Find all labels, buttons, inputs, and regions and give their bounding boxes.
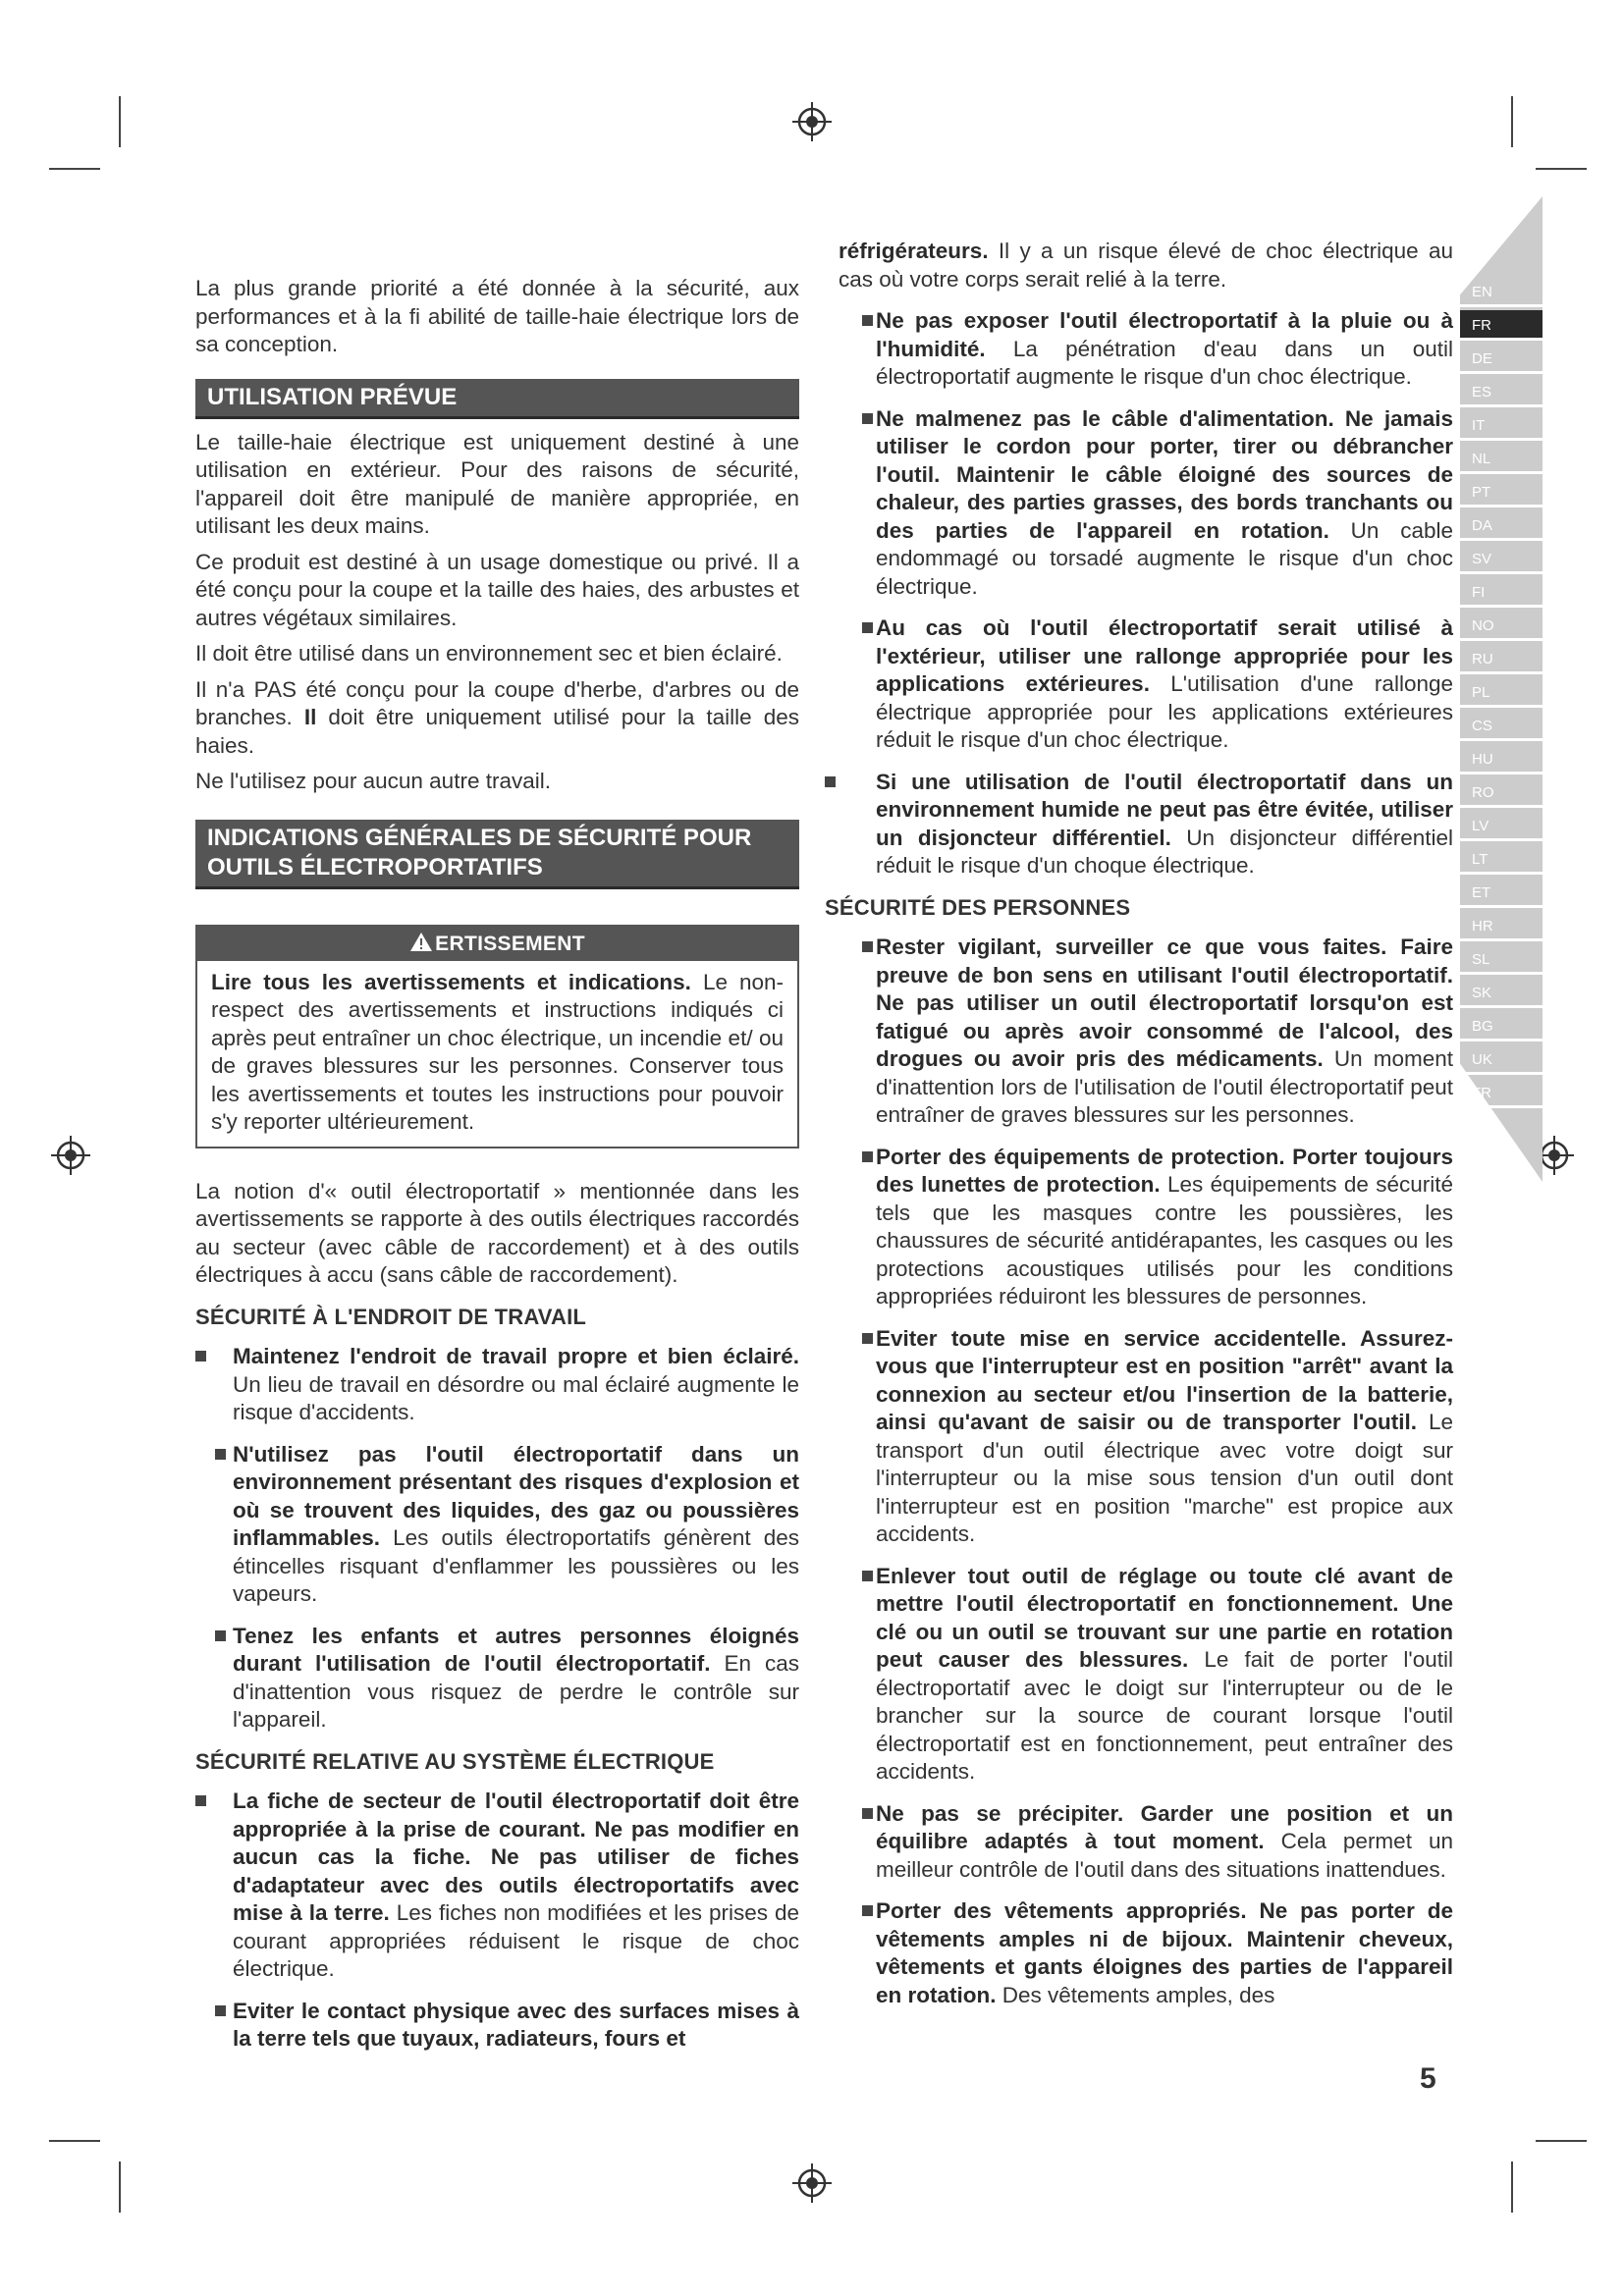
bullet-icon — [215, 1449, 226, 1460]
language-tab-uk[interactable]: UK — [1460, 1044, 1543, 1075]
bullet-icon — [215, 2005, 226, 2016]
list-item: La fiche de secteur de l'outil électroportatif doit être appropriée à la prise de courant. Ne pas modifier en aucun cas la fiche. Ne pas utiliser de fiches d'adaptateur avec des outils électroportatifs avec mise à la terre. Les fiches non modifiées et les prises de courant appropriées réduisent le risque de choc électrique. — [195, 1788, 799, 1984]
registration-mark-icon — [792, 2163, 832, 2203]
bullet-icon — [862, 413, 873, 424]
subheading-electrical: SÉCURITÉ RELATIVE AU SYSTÈME ÉLECTRIQUE — [195, 1748, 715, 1774]
list-item: Maintenez l'endroit de travail propre et bien éclairé. Un lieu de travail en désordre ou mal éclairé augmente le risque d'accidents. — [195, 1343, 799, 1427]
list-item: Tenez les enfants et autres personnes éloignés durant l'utilisation de l'outil électroportatif. En cas d'inattention vous risquez de perdre le contrôle sur l'appareil. — [195, 1623, 799, 1735]
language-tab-et[interactable]: ET — [1460, 878, 1543, 908]
language-tab-sl[interactable]: SL — [1460, 944, 1543, 975]
continued-bold: réfrigérateurs. — [839, 239, 989, 263]
intro-paragraph: La plus grande priorité a été donnée à la sécurité, aux performances et à la fi abilité de taille-haie électrique lors de sa conception. — [195, 276, 799, 356]
right-column — [839, 0, 1453, 275]
paragraph: Ce produit est destiné à un usage domestique ou privé. Il a été conçu pour la coupe et la taille des haies, des arbustes et autres végétaux similaires. — [195, 549, 799, 630]
warning-triangle-icon — [409, 932, 433, 952]
bullet-icon — [862, 1333, 873, 1344]
language-tab-de[interactable]: DE — [1460, 344, 1543, 374]
language-tab-pt[interactable]: PT — [1460, 477, 1543, 507]
list-item: Ne pas exposer l'outil électroportatif à la pluie ou à l'humidité. La pénétration d'eau dans un outil électroportatif augmente le risque d'un choc électrique. — [839, 307, 1453, 392]
paragraph: Le taille-haie électrique est uniquement destiné à une utilisation en extérieur. Pour des raisons de sécurité, l'appareil doit être manipulé de manière appropriée, en utilisant les deux mains. — [195, 429, 799, 538]
crop-mark — [49, 168, 100, 170]
bullet-icon — [825, 776, 836, 787]
crop-mark — [119, 2162, 121, 2213]
warning-box — [195, 925, 799, 1148]
subheading-workplace: SÉCURITÉ À L'ENDROIT DE TRAVAIL — [195, 1304, 587, 1329]
bullet-icon — [862, 941, 873, 952]
section-heading-intended-use: UTILISATION PRÉVUE — [195, 379, 799, 419]
language-tab-ro[interactable]: RO — [1460, 777, 1543, 808]
list-item: Enlever tout outil de réglage ou toute clé avant de mettre l'outil électroportatif en fonctionnement. Une clé ou un outil se trouvant sur une partie en rotation peut causer des blessures. Le fait de porter l'outil électroportatif avec le doigt sur l'interrupteur ou de le brancher sur la source de courant lorsque l'outil électroportatif est en fonctionnement, peut entraîner des accidents. — [839, 1563, 1453, 1787]
language-tab-sk[interactable]: SK — [1460, 978, 1543, 1008]
bullet-icon — [195, 1351, 206, 1362]
language-tab-lv[interactable]: LV — [1460, 811, 1543, 841]
bullet-icon — [862, 1571, 873, 1581]
list-item: Eviter toute mise en service accidentelle. Assurez-vous que l'interrupteur est en position "arrêt" avant la connexion au secteur et/ou l'insertion de la batterie, ainsi qu'avant de saisir ou de transporter l'outil. Le transport d'un outil électrique avec votre doigt sur l'interrupteur ou la mise sous tension d'un outil dont l'interrupteur est en position "marche" est propice aux accidents. — [839, 1325, 1453, 1549]
crop-mark — [119, 96, 121, 147]
registration-mark-icon — [51, 1136, 90, 1175]
list-item: Si une utilisation de l'outil électroportatif dans un environnement humide ne peut pas être évitée, utiliser un disjoncteur différentiel. Un disjoncteur différentiel réduit le risque d'un choque électrique. — [825, 769, 1453, 881]
crop-mark — [1511, 2162, 1513, 2213]
bullet-icon — [215, 1630, 226, 1641]
list-item: Porter des équipements de protection. Porter toujours des lunettes de protection. Les équipements de sécurité tels que les masques contre les poussières, les chaussures de sécurité antidérapantes, les casques ou les protections acoustiques utilisés pour les conditions appropriées réduiront les blessures de personnes. — [839, 1144, 1453, 1311]
list-item: Porter des vêtements appropriés. Ne pas porter de vêtements amples ni de bijoux. Maintenir cheveux, vêtements et gants éloignes des parties de l'appareil en rotation. Des vêtements amples, des — [839, 1897, 1453, 2009]
paragraph: Il n'a PAS été conçu pour la coupe d'herbe, d'arbres ou de branches. Il doit être uniquement utilisé pour la taille des haies. — [195, 676, 800, 758]
list-item: N'utilisez pas l'outil électroportatif dans un environnement présentant des risques d'explosion et où se trouvent des liquides, des gaz ou poussières inflammables. Les outils électroportatifs génèrent des étincelles risquant d'enflammer les poussières ou les vapeurs. — [195, 1441, 799, 1609]
page-number: 5 — [1420, 2062, 1436, 2095]
language-tab-en[interactable]: EN — [1460, 277, 1543, 307]
language-tab-fr[interactable]: FR — [1460, 310, 1543, 341]
language-tab-nl[interactable]: NL — [1460, 444, 1543, 474]
bullet-icon — [862, 1905, 873, 1916]
language-tab-hr[interactable]: HR — [1460, 911, 1543, 941]
list-item: Rester vigilant, surveiller ce que vous faites. Faire preuve de bon sens en utilisant l'outil électroportatif. Ne pas utiliser un outil électroportatif lorsqu'on est fatigué ou après avoir consommé de l'alcool, des drogues ou avoir pris des médicaments. Un moment d'inattention lors de l'utilisation de l'outil électroportatif peut entraîner de graves blessures sur les personnes. — [839, 934, 1453, 1130]
crop-mark — [1536, 2140, 1587, 2142]
language-tab-da[interactable]: DA — [1460, 510, 1543, 541]
continued-text — [839, 0, 1453, 275]
language-tab-pl[interactable]: PL — [1460, 677, 1543, 708]
section-heading-general-safety: INDICATIONS GÉNÉRALES DE SÉCURITÉ POUR OUTILS ÉLECTROPORTATIFS — [195, 820, 799, 889]
left-column — [195, 275, 799, 2067]
paragraph: Ne l'utilisez pour aucun autre travail. — [195, 769, 551, 793]
language-tab-cs[interactable]: CS — [1460, 711, 1543, 741]
language-tab-es[interactable]: ES — [1460, 377, 1543, 407]
warning-heading: ERTISSEMENT — [197, 927, 797, 961]
bullet-icon — [195, 1795, 206, 1806]
paragraph: Il doit être utilisé dans un environnement sec et bien éclairé. — [195, 641, 783, 666]
language-tab-sv[interactable]: SV — [1460, 544, 1543, 574]
paragraph: La notion d'« outil électroportatif » mentionnée dans les avertissements se rapporte à des outils électriques raccordés au secteur (avec câble de raccordement) et à des outils électriques à accu (sans câble de raccordement). — [195, 1178, 799, 1287]
right-column-body — [825, 238, 1454, 2023]
list-item: Ne malmenez pas le câble d'alimentation. Ne jamais utiliser le cordon pour porter, tirer ou débrancher l'outil. Maintenir le câble éloigné des sources de chaleur, des parties grasses, des bords tranchants ou des parties de l'appareil en rotation. Un cable endommagé ou torsadé augmente le risque d'un choc électrique. — [839, 405, 1453, 602]
list-item: Eviter le contact physique avec des surfaces mises à la terre tels que tuyaux, radiateurs, fours et — [195, 1998, 799, 2054]
language-tabs — [1460, 196, 1543, 1182]
subheading-personal-safety: SÉCURITÉ DES PERSONNES — [825, 894, 1131, 920]
crop-mark — [1536, 168, 1587, 170]
language-tab-ru[interactable]: RU — [1460, 644, 1543, 674]
language-tab-tr[interactable]: TR — [1460, 1078, 1543, 1108]
bullet-icon — [862, 1151, 873, 1162]
language-tab-bg[interactable]: BG — [1460, 1011, 1543, 1041]
language-tab-it[interactable]: IT — [1460, 410, 1543, 441]
bullet-icon — [862, 622, 873, 633]
crop-mark — [49, 2140, 100, 2142]
bullet-icon — [862, 1808, 873, 1819]
language-tab-hu[interactable]: HU — [1460, 744, 1543, 774]
bullet-icon — [862, 315, 873, 326]
language-tab-no[interactable]: NO — [1460, 611, 1543, 641]
list-item-continued: réfrigérateurs. Il y a un risque élevé de choc électrique au cas où votre corps serait relié à la terre. — [839, 239, 1453, 292]
list-item: Au cas où l'outil électroportatif serait utilisé à l'extérieur, utiliser une rallonge appropriée pour les applications extérieures. L'utilisation d'une rallonge électrique appropriée pour les applications extérieures réduit le risque d'un choc électrique. — [839, 614, 1453, 755]
warning-text: Lire tous les avertissements et indications. Le non-respect des avertissements et instructions indiqués ci après peut entraîner un choc électrique, un incendie et/ ou de graves blessures sur les personnes. Conserver tous les avertissements et toutes les instructions pour pouvoir s'y reporter ultérieurement. — [211, 969, 785, 1134]
language-tab-lt[interactable]: LT — [1460, 844, 1543, 875]
registration-mark-icon — [792, 102, 832, 141]
list-item: Ne pas se précipiter. Garder une position et un équilibre adaptés à tout moment. Cela permet un meilleur contrôle de l'outil dans des situations inattendues. — [839, 1800, 1453, 1885]
crop-mark — [1511, 96, 1513, 147]
language-tab-fi[interactable]: FI — [1460, 577, 1543, 608]
